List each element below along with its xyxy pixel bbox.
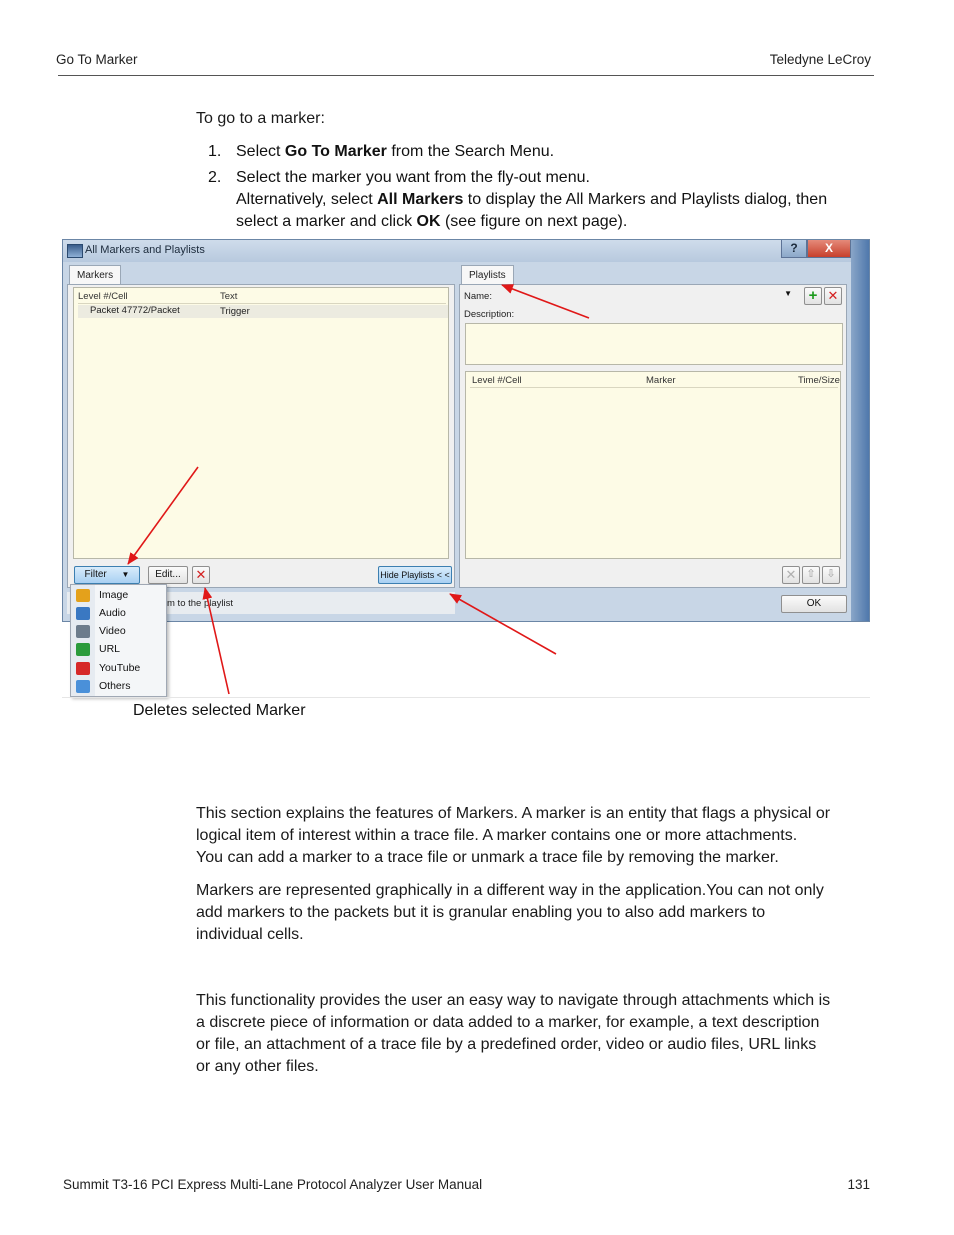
step-1-post: from the Search Menu. [386, 143, 555, 160]
arrow-to-hide-playlists [450, 594, 556, 654]
paragraph-line: Markers are represented graphically in a different way in the application.You can not only [196, 882, 824, 899]
paragraph-line: individual cells. [196, 926, 304, 943]
step-2-alt-post: to display the All Markers and Playlists dialog, then [463, 191, 828, 208]
row-level-cell: Packet 47772/Packet [90, 305, 180, 316]
step-1-bold: Go To Marker [284, 143, 387, 160]
chevron-down-icon: ▼ [121, 570, 130, 579]
paragraph-markers-overview [196, 803, 830, 869]
menu-item-label: Video [99, 625, 126, 637]
paragraph-line: or file, an attachment of a trace file by a predefined order, video or audio files, URL links [196, 1036, 817, 1053]
header-company: Teledyne LeCroy [769, 52, 871, 67]
tab-markers[interactable]: Markers [69, 265, 121, 285]
step-1-number: 1. [208, 143, 222, 160]
menu-item-label: Audio [99, 607, 126, 619]
row-text: Trigger [220, 306, 250, 317]
intro-text: To go to a marker: [196, 110, 325, 127]
filter-label: Filter [84, 569, 107, 580]
dialog-title: All Markers and Playlists [85, 244, 205, 256]
arrow-to-filter [128, 467, 198, 564]
arrow-to-delete [205, 588, 229, 694]
menu-item-label: Others [99, 680, 131, 692]
col-text: Text [220, 291, 238, 302]
paragraph-line: a discrete piece of information or data added to a marker, for example, a text description [196, 1014, 820, 1031]
paragraph-line: or any other files. [196, 1058, 319, 1075]
add-playlist-icon[interactable]: + [804, 287, 822, 305]
paragraph-attachments [196, 990, 830, 1078]
step-2-alt-pre: Alternatively, select [236, 191, 378, 208]
menu-item-label: Image [99, 589, 129, 601]
step-2-line3-bold: OK [416, 213, 441, 230]
footer-manual-title: Summit T3-16 PCI Express Multi-Lane Protocol Analyzer User Manual [63, 1177, 483, 1192]
paragraph-line: add markers to the packets but it is granular enabling you to also add markers to [196, 904, 766, 921]
add-to-playlist-text: m to the playlist [167, 598, 233, 609]
paragraph-markers-graphics [196, 880, 824, 946]
paragraph-line: logical item of interest within a trace file. A marker contains one or more attachments. [196, 827, 798, 844]
step-2-line1: Select the marker you want from the fly-out menu. [236, 169, 590, 186]
figure-caption: Deletes selected Marker [133, 702, 306, 719]
paragraph-line: You can add a marker to a trace file or unmark a trace file by removing the marker. [196, 849, 779, 866]
ok-button[interactable]: OK [781, 595, 847, 613]
menu-item-label: URL [99, 643, 121, 655]
description-label: Description: [464, 309, 515, 320]
close-button[interactable]: X [807, 240, 851, 258]
delete-marker-icon[interactable]: ✕ [192, 566, 210, 584]
step-2-line3-pre: select a marker and click [236, 213, 417, 230]
col-playlist-level: Level #/Cell [472, 375, 522, 386]
hide-playlists-button[interactable]: Hide Playlists < < [378, 566, 452, 584]
tab-playlists[interactable]: Playlists [461, 265, 514, 285]
header-section-title: Go To Marker [56, 52, 138, 67]
step-2-alt-bold: All Markers [377, 191, 464, 208]
step-2-line3-post: (see figure on next page). [440, 213, 628, 230]
delete-playlist-icon[interactable]: ✕ [824, 287, 842, 305]
page-number: 131 [847, 1177, 870, 1192]
remove-item-icon[interactable]: ✕ [782, 566, 800, 584]
step-2-number: 2. [208, 169, 222, 186]
chevron-down-icon: ▼ [784, 289, 792, 298]
col-playlist-time: Time/Size [798, 375, 840, 386]
edit-button[interactable]: Edit... [148, 566, 188, 584]
col-level-cell: Level #/Cell [78, 291, 128, 302]
col-playlist-marker: Marker [646, 375, 676, 386]
paragraph-line: This section explains the features of Markers. A marker is an entity that flags a physical or [196, 805, 831, 822]
arrow-up-icon[interactable]: ⇧ [802, 566, 820, 584]
arrow-down-icon[interactable]: ⇩ [822, 566, 840, 584]
help-button[interactable]: ? [781, 240, 807, 258]
step-1-pre: Select [236, 143, 285, 160]
arrow-to-playlists-tab [502, 285, 589, 318]
menu-item-label: YouTube [99, 662, 141, 674]
paragraph-line: This functionality provides the user an easy way to navigate through attachments which is [196, 992, 831, 1009]
name-label: Name: [464, 291, 492, 302]
